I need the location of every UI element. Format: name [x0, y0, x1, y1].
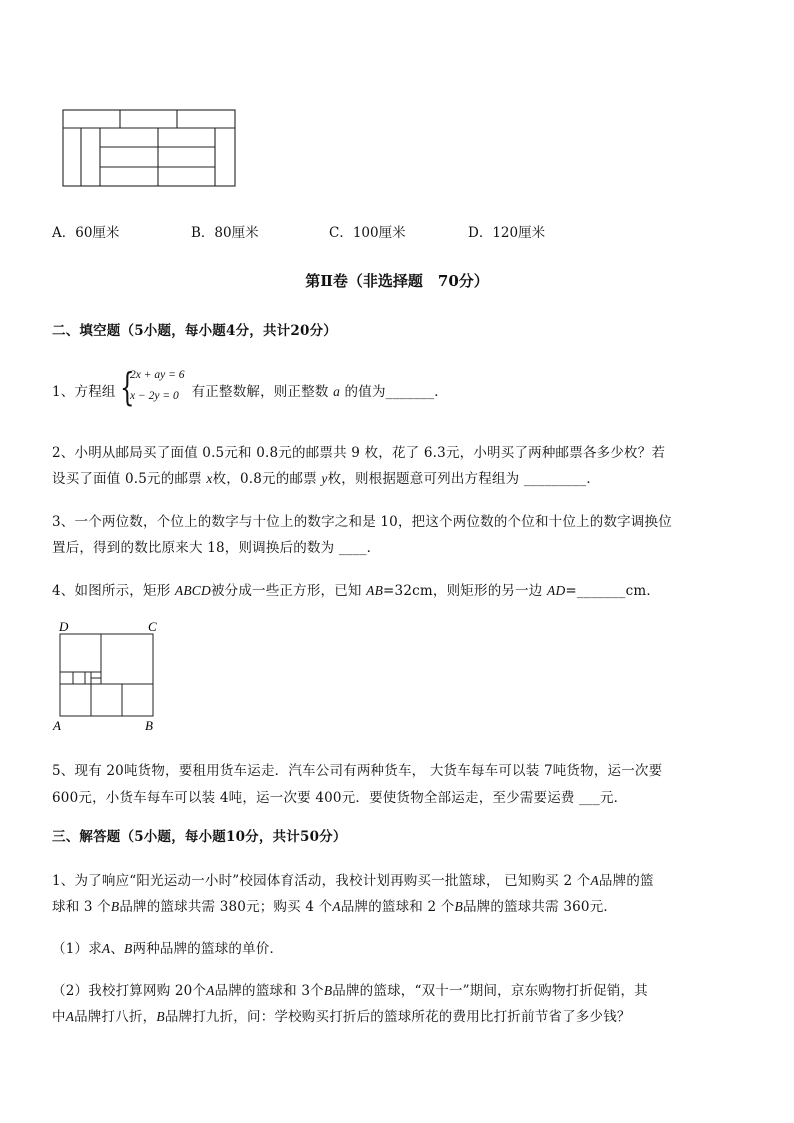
- answer-q1-brand-a-2: A: [332, 899, 341, 914]
- option-b: B．80厘米: [191, 225, 259, 241]
- fill-q1-prefix: 1、方程组: [52, 384, 116, 400]
- answer-q1-text-2b: 品牌的篮球共需 380元；购买 4 个: [119, 899, 333, 915]
- fill-q4: [52, 579, 660, 599]
- answer-q1-brand-b-2: B: [454, 899, 463, 914]
- answer-q1-text-2c: 品牌的篮球和 2 个: [340, 899, 455, 915]
- fill-q2-var-x: x: [206, 471, 213, 486]
- label-d: D: [59, 619, 69, 634]
- fill-q1-suffix-b: 的值为_______．: [344, 384, 448, 400]
- fill-q4-ad: AD: [547, 583, 566, 598]
- option-d: D．120厘米: [468, 225, 546, 241]
- fill-q4-text-c: =32cm，则矩形的另一边: [383, 583, 543, 599]
- figure-outer-rect: [63, 110, 235, 186]
- answer-q1-sub2-2a: 中: [52, 1009, 66, 1025]
- fill-q1: [52, 380, 448, 400]
- fill-q4-text-d: =_______cm．: [565, 583, 661, 599]
- answer-q1-sub1-a: （1）求: [52, 941, 102, 957]
- fill-q1-var-a: a: [333, 384, 341, 399]
- fill-q2-line1: 2、小明从邮局买了面值 0.5元和 0.8元的邮票共 9 枚，花了 6.3元，小明买了两种邮票各多少枚？若: [52, 445, 666, 461]
- label-c: C: [148, 619, 157, 634]
- fill-q4-text-b: 被分成一些正方形，已知: [210, 583, 362, 599]
- rectangles-figure: [62, 109, 238, 189]
- equation-2: x − 2y = 0: [130, 390, 179, 402]
- fill-q4-abcd: ABCD: [174, 583, 211, 598]
- answer-section-heading: 三、解答题（5小题，每小题10分，共计50分）: [52, 829, 347, 845]
- answer-q1-sub2-2-brand-a: A: [65, 1009, 75, 1024]
- answer-q1-sub2-a: （2）我校打算网购 20个: [52, 983, 207, 999]
- answer-q1-text-1a: 1、为了响应“阳光运动一小时”校园体育活动，我校计划再购买一批篮球， 已知购买 2 个: [52, 873, 591, 889]
- fill-q2-line2: [52, 467, 600, 487]
- answer-q1-text-2a: 球和 3 个: [52, 899, 111, 915]
- answer-q1-sub2-b: 品牌的篮球和 3个: [214, 983, 324, 999]
- fill-q1-suffix-a: 有正整数解，则正整数: [191, 384, 329, 400]
- answer-q1-line2: [52, 895, 617, 915]
- answer-q1-line1: [52, 869, 654, 889]
- fill-q5-line2: 600元，小货车每车可以装 4吨，运一次要 400元．要使货物全部运走，至少需要运费 ___元．: [52, 790, 628, 806]
- answer-q1-sub2-line2: [52, 1005, 631, 1025]
- answer-q1-sub2-brand-b: B: [323, 983, 333, 998]
- fill-q2-text-b: 枚，0.8元的邮票: [212, 471, 317, 487]
- fill-q3-line2: 置后，得到的数比原来大 18，则调换后的数为 ____．: [52, 540, 381, 556]
- answer-q1-sub1-b: 、: [110, 941, 125, 957]
- label-a: A: [53, 718, 61, 733]
- answer-q1-sub2-2-brand-b: B: [156, 1009, 165, 1024]
- fill-section-heading: 二、填空题（5小题，每小题4分，共计20分）: [52, 323, 337, 339]
- fill-q3-line1: 3、一个两位数，个位上的数字与十位上的数字之和是 10，把这个两位数的个位和十位上的数字调换位: [52, 514, 672, 530]
- answer-q1-sub1-c: 两种品牌的篮球的单价．: [132, 941, 284, 957]
- answer-q1-brand-a: A: [590, 873, 599, 888]
- answer-q1-sub2-2c: 品牌打九折，问：学校购买打折后的篮球所花的费用比打折前节省了多少钱？: [164, 1009, 631, 1025]
- label-b: B: [145, 718, 153, 733]
- option-c: C．100厘米: [329, 225, 406, 241]
- abcd-figure: [50, 618, 162, 734]
- answer-q1-text-2d: 品牌的篮球共需 360元．: [462, 899, 618, 915]
- abcd-outer: [60, 634, 153, 716]
- answer-q1-sub1-brand-b: B: [124, 941, 133, 956]
- answer-q1-sub2-2b: 品牌打八折，: [74, 1009, 157, 1025]
- fill-q2-text-c: 枚，则根据题意可列出方程组为 _________．: [327, 471, 601, 487]
- equation-system: [120, 365, 200, 409]
- equation-brace: {: [120, 365, 135, 409]
- answer-q1-sub1-brand-a: A: [101, 941, 111, 956]
- fill-q4-text-a: 4、如图所示，矩形: [52, 583, 171, 599]
- answer-q1-brand-b: B: [110, 899, 120, 914]
- equation-1: 2x + ay = 6: [130, 369, 185, 381]
- fill-q4-ab: AB: [366, 583, 384, 598]
- fill-q5-line1: 5、现有 20吨货物，要租用货车运走．汽车公司有两种货车， 大货车每车可以装 7吨货物，运一次要: [52, 763, 663, 779]
- answer-q1-text-1b: 品牌的篮: [598, 873, 654, 889]
- answer-q1-sub1: [52, 937, 283, 957]
- fill-q2-text-a: 设买了面值 0.5元的邮票: [52, 471, 202, 487]
- answer-q1-sub2-c: 品牌的篮球，“双十一”期间，京东购物打折促销，其: [332, 983, 648, 999]
- option-a: A．60厘米: [52, 225, 120, 241]
- answer-q1-sub2-brand-a: A: [206, 983, 215, 998]
- fill-q2-var-y: y: [321, 471, 328, 486]
- part2-title: 第Ⅱ卷（非选择题 70分）: [305, 272, 489, 290]
- answer-q1-sub2-line1: [52, 979, 648, 999]
